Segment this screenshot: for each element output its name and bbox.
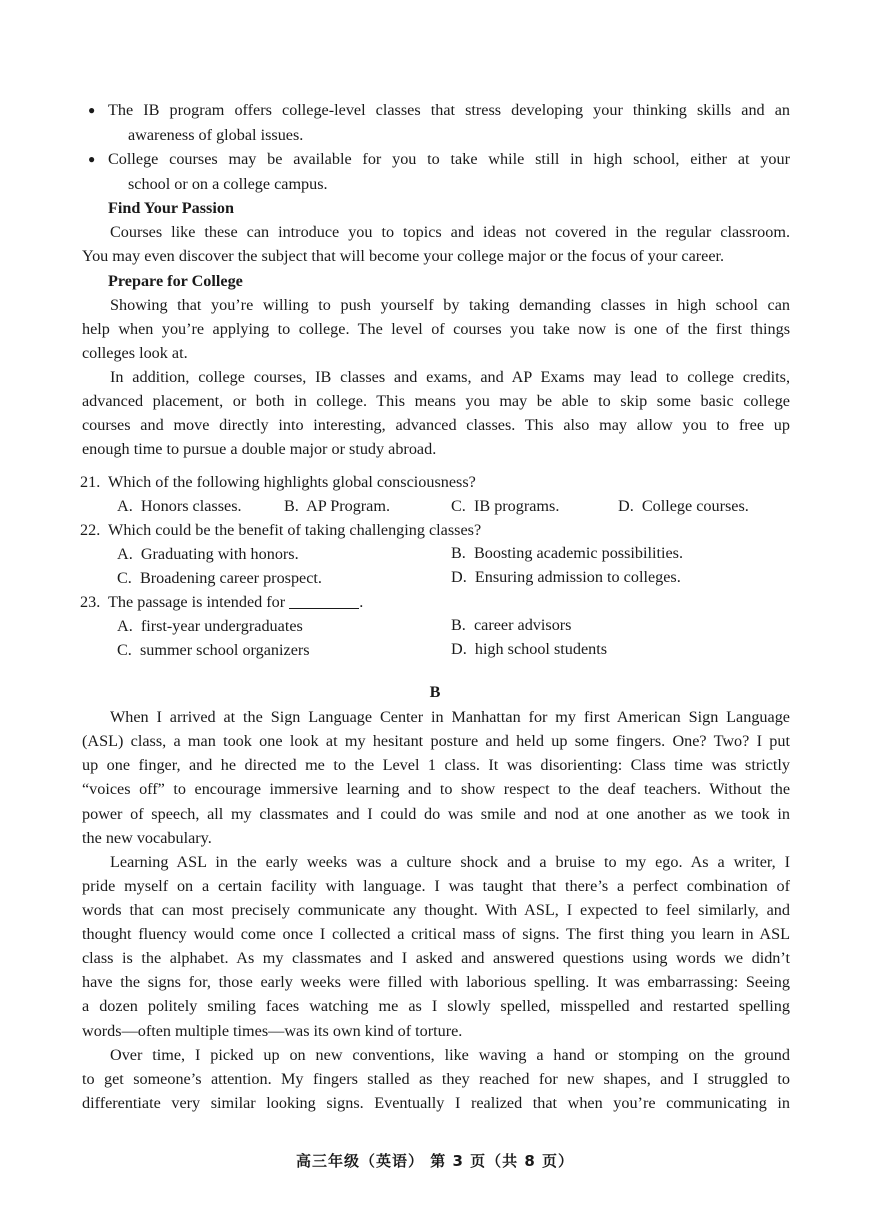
answer-blank[interactable] xyxy=(289,592,359,609)
option-21-d[interactable]: D. College courses. xyxy=(618,497,749,515)
option-22-b[interactable]: B. Boosting academic possibilities. xyxy=(451,544,684,562)
paragraph-line: courses and move directly into interesting, advanced classes. This also may allow you to free up xyxy=(82,416,790,434)
option-23-b[interactable]: B. career advisors xyxy=(451,616,572,634)
paragraph-line: Over time, I picked up on new conventions, like waving a hand or stomping on the ground xyxy=(110,1046,790,1064)
bullet-item: ● College courses may be available for you to take while still in high school, either at your xyxy=(88,150,790,168)
option-21-b[interactable]: B. AP Program. xyxy=(284,497,390,515)
bullet-continuation: awareness of global issues. xyxy=(128,126,304,144)
option-23-a[interactable]: A. first-year undergraduates xyxy=(117,617,303,635)
paragraph-line: Showing that you’re willing to push yourself by taking demanding classes in high school can xyxy=(110,296,790,314)
option-21-c[interactable]: C. IB programs. xyxy=(451,497,560,515)
paragraph-line: colleges look at. xyxy=(82,344,188,362)
paragraph-line: the new vocabulary. xyxy=(82,829,212,847)
option-22-c[interactable]: C. Broadening career prospect. xyxy=(117,569,322,587)
paragraph-line: up one finger, and he directed me to the Level 1 class. It was disorienting: Class time was strictly xyxy=(82,756,790,774)
paragraph-line: advanced placement, or both in college. This means you may be able to skip some basic college xyxy=(82,392,790,410)
paragraph-line: a dozen politely smiling faces watching me as I slowly spelled, misspelled and restarted spelling xyxy=(82,997,790,1015)
paragraph-line: differentiate very similar looking signs. Eventually I realized that when you’re communicating in xyxy=(82,1094,790,1112)
paragraph-line: When I arrived at the Sign Language Center in Manhattan for my first American Sign Language xyxy=(110,708,790,726)
option-23-d[interactable]: D. high school students xyxy=(451,640,608,658)
paragraph-line: “voices off” to encourage immersive learning and to show respect to the deaf teachers. Without the xyxy=(82,780,790,798)
question-21: 21. Which of the following highlights global consciousness? xyxy=(80,473,476,491)
section-heading: Find Your Passion xyxy=(108,199,234,217)
passage-title: B xyxy=(429,683,441,701)
paragraph-line: In addition, college courses, IB classes and exams, and AP Exams may lead to college credits, xyxy=(110,368,790,386)
option-21-a[interactable]: A. Honors classes. xyxy=(117,497,242,515)
paragraph-line: have the signs for, those early weeks were filled with laborious spelling. It was embarrassing: Seeing xyxy=(82,973,790,991)
option-23-c[interactable]: C. summer school organizers xyxy=(117,641,310,659)
bullet-continuation: school or on a college campus. xyxy=(128,175,328,193)
paragraph-line: pride myself on a certain facility with language. I was taught that there’s a perfect combination of xyxy=(82,877,790,895)
bullet-dot-icon: ● xyxy=(88,103,96,117)
paragraph-line: Learning ASL in the early weeks was a culture shock and a bruise to my ego. As a writer, I xyxy=(110,853,790,871)
paragraph-line: class is the alphabet. As my classmates and I asked and answered questions using words we didn’t xyxy=(82,949,790,967)
paragraph-line: to get someone’s attention. My fingers stalled as they reached for new shapes, and I struggled to xyxy=(82,1070,790,1088)
paragraph-line: Courses like these can introduce you to topics and ideas not covered in the regular classroom. xyxy=(110,223,790,241)
option-22-d[interactable]: D. Ensuring admission to colleges. xyxy=(451,568,681,586)
paragraph-line: words that can most precisely communicate any thought. With ASL, I expected to feel similarly, and xyxy=(82,901,790,919)
page-footer: 高三年级（英语） 第 3 页（共 8 页） xyxy=(296,1152,574,1170)
paragraph-line: enough time to pursue a double major or study abroad. xyxy=(82,440,437,458)
option-22-a[interactable]: A. Graduating with honors. xyxy=(117,545,299,563)
question-23: 23. The passage is intended for . xyxy=(80,593,364,611)
question-22: 22. Which could be the benefit of taking challenging classes? xyxy=(80,521,482,539)
paragraph-line: words—often multiple times—was its own kind of torture. xyxy=(82,1022,463,1040)
paragraph-line: help when you’re applying to college. The level of courses you take now is one of the first things xyxy=(82,320,790,338)
paragraph-line: thought fluency would come once I collected a critical mass of signs. The first thing you learn in ASL xyxy=(82,925,790,943)
paragraph-line: You may even discover the subject that will become your college major or the focus of your career. xyxy=(82,247,725,265)
paragraph-line: power of speech, all my classmates and I could do was smile and nod at one another as we took in xyxy=(82,805,790,823)
section-heading: Prepare for College xyxy=(108,272,243,290)
paragraph-line: (ASL) class, a man took one look at my hesitant posture and held up some fingers. One? Two? I put xyxy=(82,732,790,750)
bullet-dot-icon: ● xyxy=(88,152,96,166)
bullet-item: ● The IB program offers college-level classes that stress developing your thinking skills and an xyxy=(88,101,790,119)
